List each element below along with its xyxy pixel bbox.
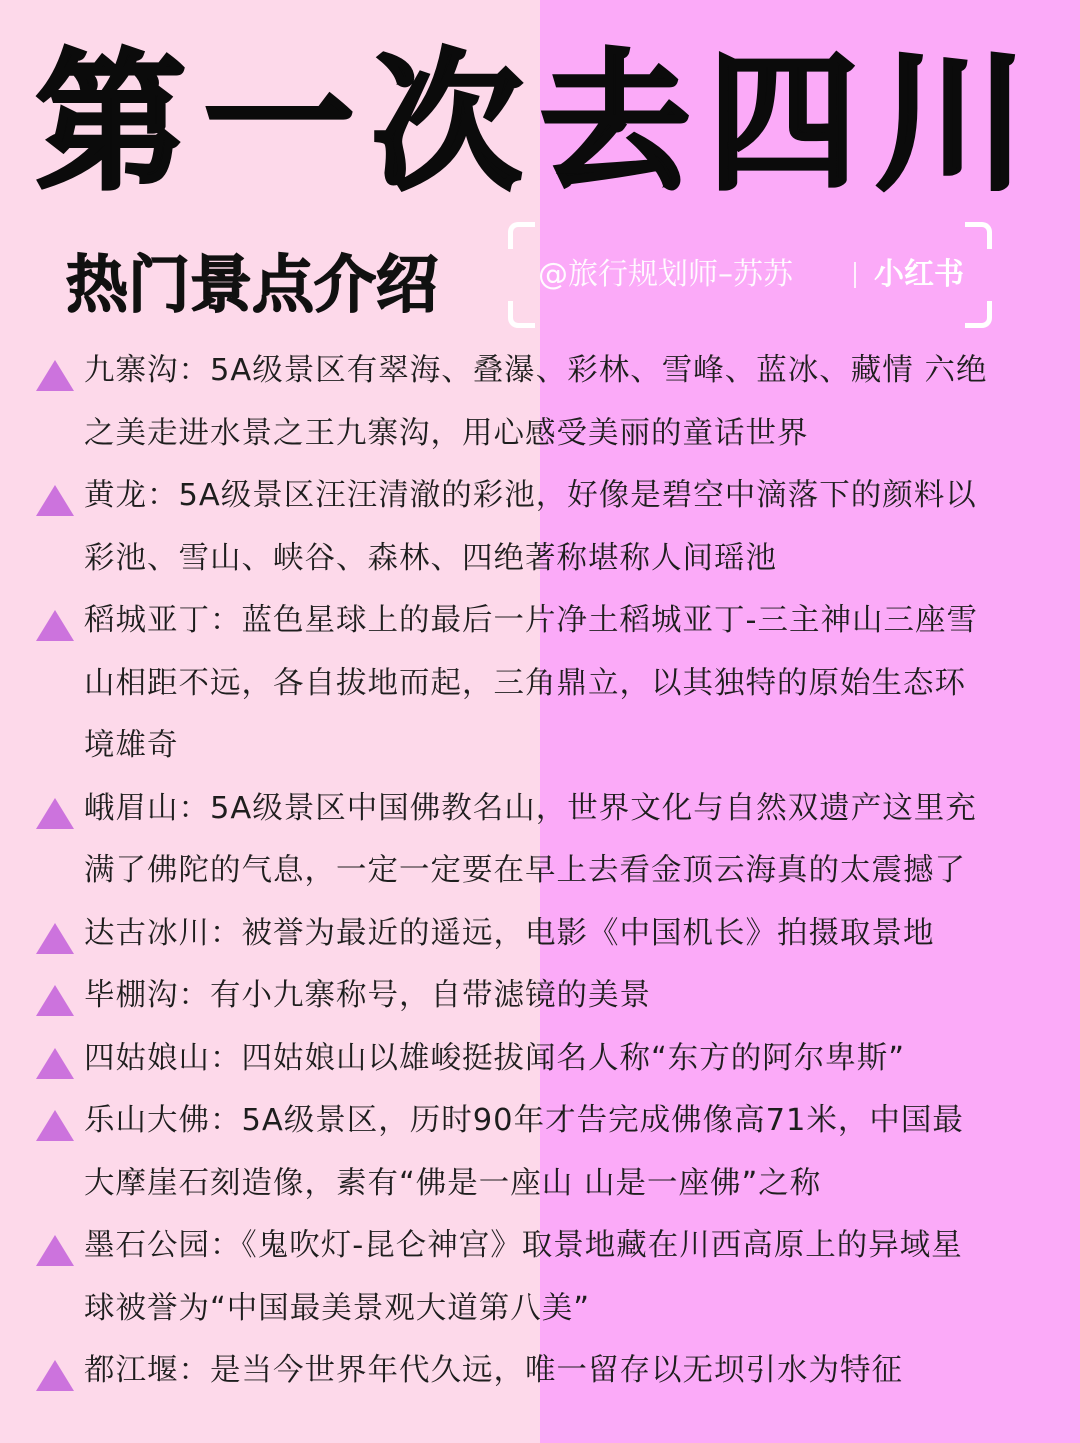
list-item (36, 965, 1026, 1028)
list-item-line: 满了佛陀的气息，一定一定要在早上去看金顶云海真的太震撼了 (84, 853, 966, 888)
list-item-line: 乐山大佛：5A级景区，历时90年才告完成佛像高71米，中国最 (84, 1103, 964, 1138)
watermark (508, 222, 992, 328)
list-item-line: 墨石公园：《鬼吹灯-昆仑神宫》取景地藏在川西高原上的异域星 (84, 1228, 963, 1263)
list-item-line: 山相距不远，各自拔地而起，三角鼎立，以其独特的原始生态环 (84, 665, 966, 701)
section-heading: 热门景点介绍 (66, 248, 439, 321)
list-item-text (84, 590, 1026, 778)
list-item-text (84, 1090, 1026, 1215)
list-item-text (84, 778, 1026, 903)
list-item-text (84, 965, 1026, 1028)
watermark-author: @旅行规划师–苏苏 (538, 257, 793, 292)
list-item-line: 境雄奇 (84, 728, 179, 763)
watermark-logo: 小红书 (874, 257, 964, 292)
list-item-line: 峨眉山：5A级景区中国佛教名山，世界文化与自然双遗产这里充 (84, 790, 977, 826)
list-item (36, 1028, 1026, 1091)
list-item-text (84, 1028, 1026, 1091)
list-item-line: 大摩崖石刻造像，素有“佛是一座山 山是一座佛”之称 (84, 1165, 822, 1201)
triangle-bullet-icon (36, 1110, 74, 1141)
triangle-bullet-icon (36, 1360, 74, 1391)
list-item-line: 达古冰川：被誉为最近的遥远，电影《中国机长》拍摄取景地 (84, 915, 935, 951)
list-item (36, 1215, 1026, 1340)
triangle-bullet-icon (36, 360, 74, 391)
list-item-text (84, 1340, 1026, 1403)
frame-corner-icon (965, 301, 992, 328)
list-item-line: 九寨沟：5A级景区有翠海、叠瀑、彩林、雪峰、蓝冰、藏情 六绝 (84, 353, 988, 388)
list-item-line: 球被誉为“中国最美景观大道第八美” (84, 1290, 591, 1326)
triangle-bullet-icon (36, 923, 74, 954)
list-item (36, 778, 1026, 903)
list-item (36, 340, 1026, 465)
list-item (36, 465, 1026, 590)
list-item-text (84, 903, 1026, 966)
triangle-bullet-icon (36, 485, 74, 516)
list-item-line: 稻城亚丁：蓝色星球上的最后一片净土稻城亚丁-三主神山三座雪 (84, 603, 979, 638)
list-item-line: 毕棚沟：有小九寨称号，自带滤镜的美景 (84, 978, 651, 1013)
list-item (36, 590, 1026, 778)
triangle-bullet-icon (36, 985, 74, 1016)
triangle-bullet-icon (36, 1235, 74, 1266)
frame-corner-icon (508, 222, 535, 249)
list-item-line: 黄龙：5A级景区汪汪清澈的彩池，好像是碧空中滴落下的颜料以 (84, 478, 977, 513)
list-item (36, 1340, 1026, 1403)
attraction-list (36, 340, 1026, 1403)
list-item-line: 都江堰：是当今世界年代久远，唯一留存以无坝引水为特征 (84, 1353, 903, 1388)
triangle-bullet-icon (36, 610, 74, 641)
watermark-divider (854, 262, 856, 288)
list-item-line: 彩池、雪山、峡谷、森林、四绝著称堪称人间瑶池 (84, 540, 777, 576)
list-item-line: 四姑娘山：四姑娘山以雄峻挺拔闻名人称“东方的阿尔卑斯” (84, 1040, 906, 1076)
list-item (36, 1090, 1026, 1215)
triangle-bullet-icon (36, 798, 74, 829)
page-title: 第一次去四川 (35, 35, 1044, 211)
frame-corner-icon (508, 301, 535, 328)
frame-corner-icon (965, 222, 992, 249)
list-item-text (84, 1215, 1026, 1340)
triangle-bullet-icon (36, 1048, 74, 1079)
list-item (36, 903, 1026, 966)
list-item-text (84, 465, 1026, 590)
list-item-text (84, 340, 1026, 465)
list-item-line: 之美走进水景之王九寨沟，用心感受美丽的童话世界 (84, 415, 809, 451)
